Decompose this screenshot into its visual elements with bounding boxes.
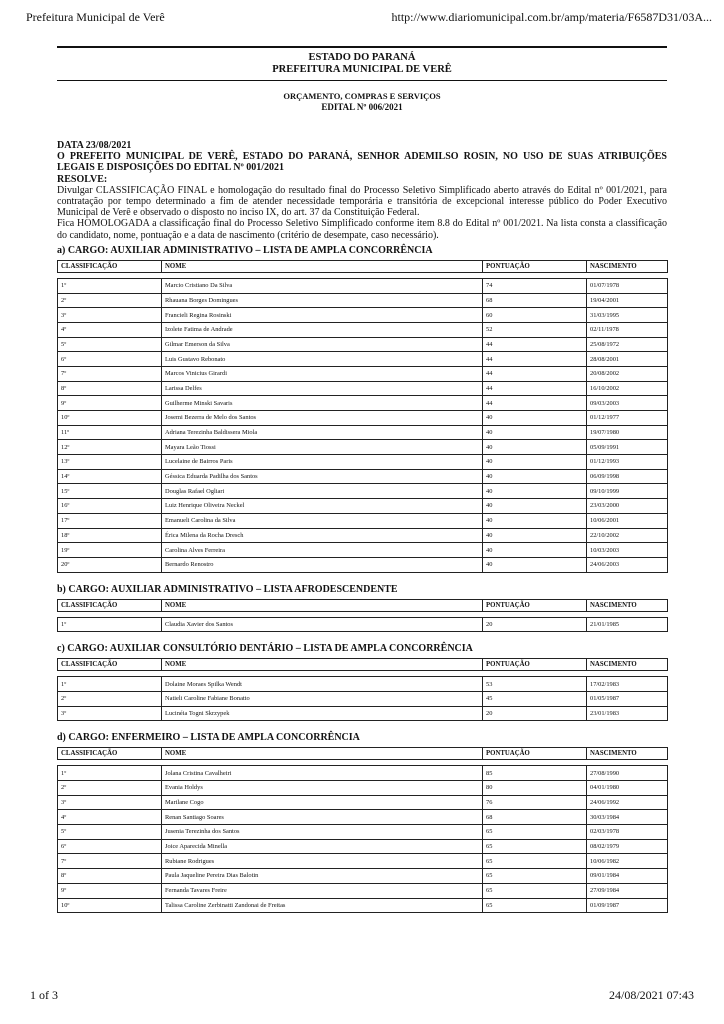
- header-nome: NOME: [162, 748, 483, 760]
- header-nome: NOME: [162, 659, 483, 671]
- section-title: b) CARGO: AUXILIAR ADMINISTRATIVO – LISTA AFRODESCENDENTE: [57, 583, 398, 595]
- cell-nome: Izolete Fatima de Andrade: [162, 322, 483, 337]
- top-rule: [57, 46, 667, 48]
- department-title: ORÇAMENTO, COMPRAS E SERVIÇOS: [283, 91, 441, 101]
- cell-classificacao: 5º: [58, 337, 162, 352]
- cell-nome: Guilherme Minski Savaris: [162, 396, 483, 411]
- cell-nascimento: 31/03/1995: [587, 308, 668, 323]
- cell-pontuacao: 65: [483, 839, 587, 854]
- print-header: [0, 6, 724, 26]
- cell-classificacao: 2º: [58, 293, 162, 308]
- cell-classificacao: 8º: [58, 381, 162, 396]
- header-pontuacao: PONTUAÇÃO: [483, 659, 587, 671]
- edital-title: EDITAL Nº 006/2021: [321, 102, 403, 112]
- cell-pontuacao: 68: [483, 293, 587, 308]
- cell-nascimento: 02/11/1978: [587, 322, 668, 337]
- document-date: DATA 23/08/2021: [57, 140, 132, 151]
- header-classificacao: CLASSIFICAÇÃO: [58, 599, 162, 611]
- print-timestamp: 24/08/2021 07:43: [608, 988, 694, 1002]
- table-row: [58, 411, 668, 426]
- section-title: c) CARGO: AUXILIAR CONSULTÓRIO DENTÁRIO – LISTA DE AMPLA CONCORRÊNCIA: [57, 643, 473, 655]
- state-title: ESTADO DO PARANÁ: [308, 52, 416, 63]
- cell-nome: Talissa Caroline Zerbinatti Zandonai de Freitas: [162, 898, 483, 913]
- page-number: 1 of 3: [30, 988, 58, 1002]
- table-row: [58, 469, 668, 484]
- table-row: [58, 839, 668, 854]
- cell-pontuacao: 80: [483, 781, 587, 796]
- cell-nascimento: 28/08/2001: [587, 352, 668, 367]
- cell-nome: Lucelaine de Bairros Paris: [162, 455, 483, 470]
- cell-pontuacao: 68: [483, 810, 587, 825]
- resolve-label: RESOLVE:: [57, 173, 108, 185]
- cell-nascimento: 01/09/1987: [587, 898, 668, 913]
- table-row: [58, 455, 668, 470]
- cell-nome: Emanueli Carolina da Silva: [162, 513, 483, 528]
- cell-nome: Gilmar Emerson da Silva: [162, 337, 483, 352]
- cell-classificacao: 10º: [58, 898, 162, 913]
- print-header-title: Prefeitura Municipal de Verê: [26, 10, 165, 24]
- classification-table: [57, 747, 668, 913]
- cell-pontuacao: 20: [483, 706, 587, 721]
- cell-nascimento: 08/02/1979: [587, 839, 668, 854]
- cell-pontuacao: 44: [483, 352, 587, 367]
- header-nascimento: NASCIMENTO: [587, 659, 668, 671]
- table-row: [58, 898, 668, 913]
- cell-pontuacao: 76: [483, 795, 587, 810]
- cell-classificacao: 6º: [58, 352, 162, 367]
- cell-pontuacao: 44: [483, 366, 587, 381]
- header-pontuacao: PONTUAÇÃO: [483, 748, 587, 760]
- table-row: [58, 543, 668, 558]
- cell-nome: Renan Santiago Soares: [162, 810, 483, 825]
- cell-nascimento: 30/03/1984: [587, 810, 668, 825]
- header-classificacao: CLASSIFICAÇÃO: [58, 659, 162, 671]
- cell-classificacao: 20º: [58, 557, 162, 572]
- cell-nome: Claudia Xavier dos Santos: [162, 617, 483, 632]
- table-row: [58, 766, 668, 781]
- cell-classificacao: 3º: [58, 706, 162, 721]
- cell-nascimento: 05/09/1991: [587, 440, 668, 455]
- cell-pontuacao: 65: [483, 898, 587, 913]
- cell-classificacao: 3º: [58, 308, 162, 323]
- cell-nome: Jolana Cristina Cavalheiri: [162, 766, 483, 781]
- cell-nome: Géssica Eduarda Padilha dos Santos: [162, 469, 483, 484]
- cell-classificacao: 7º: [58, 366, 162, 381]
- table-row: [58, 691, 668, 706]
- cell-nascimento: 27/08/1990: [587, 766, 668, 781]
- cell-nome: Marcos Vinicius Girardi: [162, 366, 483, 381]
- document-page: [57, 52, 667, 913]
- cell-nome: Dolaine Moraes Spilka Wendt: [162, 677, 483, 692]
- header-nome: NOME: [162, 599, 483, 611]
- cell-pontuacao: 40: [483, 528, 587, 543]
- cell-classificacao: 15º: [58, 484, 162, 499]
- cell-pontuacao: 44: [483, 396, 587, 411]
- cell-nascimento: 01/07/1978: [587, 278, 668, 293]
- cell-classificacao: 11º: [58, 425, 162, 440]
- section-title: d) CARGO: ENFERMEIRO – LISTA DE AMPLA CONCORRÊNCIA: [57, 732, 360, 744]
- cell-classificacao: 9º: [58, 396, 162, 411]
- cell-classificacao: 2º: [58, 691, 162, 706]
- cell-pontuacao: 53: [483, 677, 587, 692]
- cell-nome: Bernardo Renostro: [162, 557, 483, 572]
- table-row: [58, 293, 668, 308]
- cell-classificacao: 13º: [58, 455, 162, 470]
- table-row: [58, 706, 668, 721]
- cell-nascimento: 21/01/1985: [587, 617, 668, 632]
- cell-nascimento: 01/12/1977: [587, 411, 668, 426]
- table-row: [58, 396, 668, 411]
- cell-nome: Francieli Regina Rosinski: [162, 308, 483, 323]
- cell-classificacao: 6º: [58, 839, 162, 854]
- table-header-row: [58, 659, 668, 671]
- cell-nascimento: 20/08/2002: [587, 366, 668, 381]
- sections-container: [57, 244, 667, 913]
- cell-nascimento: 27/09/1984: [587, 883, 668, 898]
- cell-nome: Luiz Henrique Oliveira Neckel: [162, 499, 483, 514]
- table-row: [58, 677, 668, 692]
- cell-nascimento: 25/08/1972: [587, 337, 668, 352]
- cell-pontuacao: 40: [483, 484, 587, 499]
- table-row: [58, 366, 668, 381]
- cell-classificacao: 9º: [58, 883, 162, 898]
- cell-classificacao: 4º: [58, 322, 162, 337]
- classification-table: [57, 260, 668, 573]
- cell-nome: Jusenia Terezinha dos Santos: [162, 825, 483, 840]
- table-row: [58, 781, 668, 796]
- cell-pontuacao: 74: [483, 278, 587, 293]
- cell-pontuacao: 40: [483, 440, 587, 455]
- cell-nascimento: 16/10/2002: [587, 381, 668, 396]
- cell-classificacao: 3º: [58, 795, 162, 810]
- cell-classificacao: 1º: [58, 677, 162, 692]
- cell-classificacao: 2º: [58, 781, 162, 796]
- cell-nascimento: 01/05/1987: [587, 691, 668, 706]
- table-row: [58, 322, 668, 337]
- cell-pontuacao: 40: [483, 499, 587, 514]
- cell-classificacao: 1º: [58, 766, 162, 781]
- cell-nome: Joice Aparecida Minella: [162, 839, 483, 854]
- cell-pontuacao: 65: [483, 854, 587, 869]
- cell-classificacao: 17º: [58, 513, 162, 528]
- cell-nascimento: 24/06/1992: [587, 795, 668, 810]
- cell-classificacao: 10º: [58, 411, 162, 426]
- cell-nome: Paula Jaqueline Pereira Dias Balotin: [162, 869, 483, 884]
- cell-classificacao: 5º: [58, 825, 162, 840]
- table-header-row: [58, 599, 668, 611]
- cell-pontuacao: 40: [483, 469, 587, 484]
- cell-nascimento: 04/01/1980: [587, 781, 668, 796]
- cell-nascimento: 23/01/1983: [587, 706, 668, 721]
- cell-pontuacao: 40: [483, 557, 587, 572]
- paragraph-1: Divulgar CLASSIFICAÇÃO FINAL e homologação do resultado final do Processo Seletivo Simplificado aberto através do Edital nº 001/2021, para contratação por tempo determinado a fim de atender necessidade temporária e transitória de excepcional interesse público do Poder Executivo Municipal de Verê e observado o disposto no inciso IX, do art. 37 da Constituição Federal.: [57, 184, 667, 219]
- section-title: a) CARGO: AUXILIAR ADMINISTRATIVO – LISTA DE AMPLA CONCORRÊNCIA: [57, 244, 433, 256]
- cell-classificacao: 1º: [58, 617, 162, 632]
- cell-nome: Josemi Bezerra de Melo dos Santos: [162, 411, 483, 426]
- table-row: [58, 337, 668, 352]
- cell-pontuacao: 40: [483, 543, 587, 558]
- cell-pontuacao: 60: [483, 308, 587, 323]
- table-row: [58, 440, 668, 455]
- cell-nome: Douglas Rafael Ogliari: [162, 484, 483, 499]
- cell-nome: Rhauana Borges Domingues: [162, 293, 483, 308]
- table-row: [58, 825, 668, 840]
- cell-nome: Evania Holdys: [162, 781, 483, 796]
- header-pontuacao: PONTUAÇÃO: [483, 260, 587, 272]
- cell-nascimento: 06/09/1998: [587, 469, 668, 484]
- cell-pontuacao: 40: [483, 425, 587, 440]
- cell-nascimento: 19/07/1980: [587, 425, 668, 440]
- cell-classificacao: 19º: [58, 543, 162, 558]
- table-row: [58, 854, 668, 869]
- header-nome: NOME: [162, 260, 483, 272]
- print-footer: [0, 988, 724, 1008]
- cell-nascimento: 09/03/2003: [587, 396, 668, 411]
- header-classificacao: CLASSIFICAÇÃO: [58, 260, 162, 272]
- cell-pontuacao: 65: [483, 825, 587, 840]
- prefecture-title: PREFEITURA MUNICIPAL DE VERÊ: [272, 64, 452, 75]
- table-row: [58, 278, 668, 293]
- cell-nome: Luis Gustavo Rebonato: [162, 352, 483, 367]
- header-rule: [57, 80, 667, 81]
- cell-pontuacao: 65: [483, 883, 587, 898]
- table-row: [58, 883, 668, 898]
- cell-pontuacao: 20: [483, 617, 587, 632]
- cell-nome: Lucinéia Togni Skrzypek: [162, 706, 483, 721]
- cell-nascimento: 17/02/1983: [587, 677, 668, 692]
- classification-table: [57, 599, 668, 633]
- cell-nascimento: 23/03/2000: [587, 499, 668, 514]
- cell-nascimento: 19/04/2001: [587, 293, 668, 308]
- table-row: [58, 513, 668, 528]
- table-row: [58, 528, 668, 543]
- cell-nascimento: 02/03/1978: [587, 825, 668, 840]
- cell-nome: Fernanda Tavares Freire: [162, 883, 483, 898]
- cell-classificacao: 4º: [58, 810, 162, 825]
- table-row: [58, 352, 668, 367]
- cell-classificacao: 1º: [58, 278, 162, 293]
- preamble: O PREFEITO MUNICIPAL DE VERÊ, ESTADO DO PARANÁ, SENHOR ADEMILSO ROSIN, NO USO DE SUAS ATRIBUIÇÕES LEGAIS E DISPOSIÇÕES DO EDITAL Nº 001/2021: [57, 151, 667, 174]
- cell-nome: Carolina Alves Ferreira: [162, 543, 483, 558]
- cell-nascimento: 10/03/2003: [587, 543, 668, 558]
- cell-nome: Larissa Delfes: [162, 381, 483, 396]
- cell-classificacao: 16º: [58, 499, 162, 514]
- cell-nome: Mayara Leão Tiossi: [162, 440, 483, 455]
- header-nascimento: NASCIMENTO: [587, 260, 668, 272]
- cell-classificacao: 8º: [58, 869, 162, 884]
- table-row: [58, 810, 668, 825]
- cell-nascimento: 10/06/2001: [587, 513, 668, 528]
- header-nascimento: NASCIMENTO: [587, 748, 668, 760]
- table-row: [58, 557, 668, 572]
- cell-nome: Érica Milena da Rocha Dresch: [162, 528, 483, 543]
- header-pontuacao: PONTUAÇÃO: [483, 599, 587, 611]
- header-nascimento: NASCIMENTO: [587, 599, 668, 611]
- table-row: [58, 484, 668, 499]
- cell-classificacao: 18º: [58, 528, 162, 543]
- cell-nascimento: 01/12/1993: [587, 455, 668, 470]
- cell-pontuacao: 44: [483, 337, 587, 352]
- classification-table: [57, 658, 668, 721]
- cell-pontuacao: 40: [483, 455, 587, 470]
- table-row: [58, 869, 668, 884]
- cell-nome: Natieli Caroline Fabiane Bonatto: [162, 691, 483, 706]
- cell-nome: Marcio Cristiano Da Silva: [162, 278, 483, 293]
- cell-classificacao: 7º: [58, 854, 162, 869]
- cell-pontuacao: 40: [483, 411, 587, 426]
- print-header-url: http://www.diariomunicipal.com.br/amp/materia/F6587D31/03A...: [391, 10, 712, 24]
- cell-classificacao: 14º: [58, 469, 162, 484]
- table-header-row: [58, 260, 668, 272]
- cell-nascimento: 24/06/2003: [587, 557, 668, 572]
- header-classificacao: CLASSIFICAÇÃO: [58, 748, 162, 760]
- cell-nome: Adriana Terezinha Baldissera Miola: [162, 425, 483, 440]
- cell-pontuacao: 52: [483, 322, 587, 337]
- cell-nome: Marilane Cogo: [162, 795, 483, 810]
- table-row: [58, 425, 668, 440]
- cell-pontuacao: 65: [483, 869, 587, 884]
- cell-classificacao: 12º: [58, 440, 162, 455]
- cell-nascimento: 10/06/1982: [587, 854, 668, 869]
- cell-nascimento: 09/01/1984: [587, 869, 668, 884]
- table-row: [58, 795, 668, 810]
- paragraph-2: Fica HOMOLOGADA a classificação final do Processo Seletivo Simplificado conforme item 8.8 do Edital nº 001/2021. Na lista consta a classificação do candidato, nome, pontuação e a data de nascimento (critério de desempate, caso necessário).: [57, 218, 667, 241]
- cell-nome: Rubiane Rodrigues: [162, 854, 483, 869]
- cell-pontuacao: 40: [483, 513, 587, 528]
- table-row: [58, 617, 668, 632]
- cell-pontuacao: 45: [483, 691, 587, 706]
- cell-pontuacao: 85: [483, 766, 587, 781]
- cell-nascimento: 22/10/2002: [587, 528, 668, 543]
- cell-pontuacao: 44: [483, 381, 587, 396]
- cell-nascimento: 09/10/1999: [587, 484, 668, 499]
- table-row: [58, 308, 668, 323]
- table-header-row: [58, 748, 668, 760]
- table-row: [58, 381, 668, 396]
- table-row: [58, 499, 668, 514]
